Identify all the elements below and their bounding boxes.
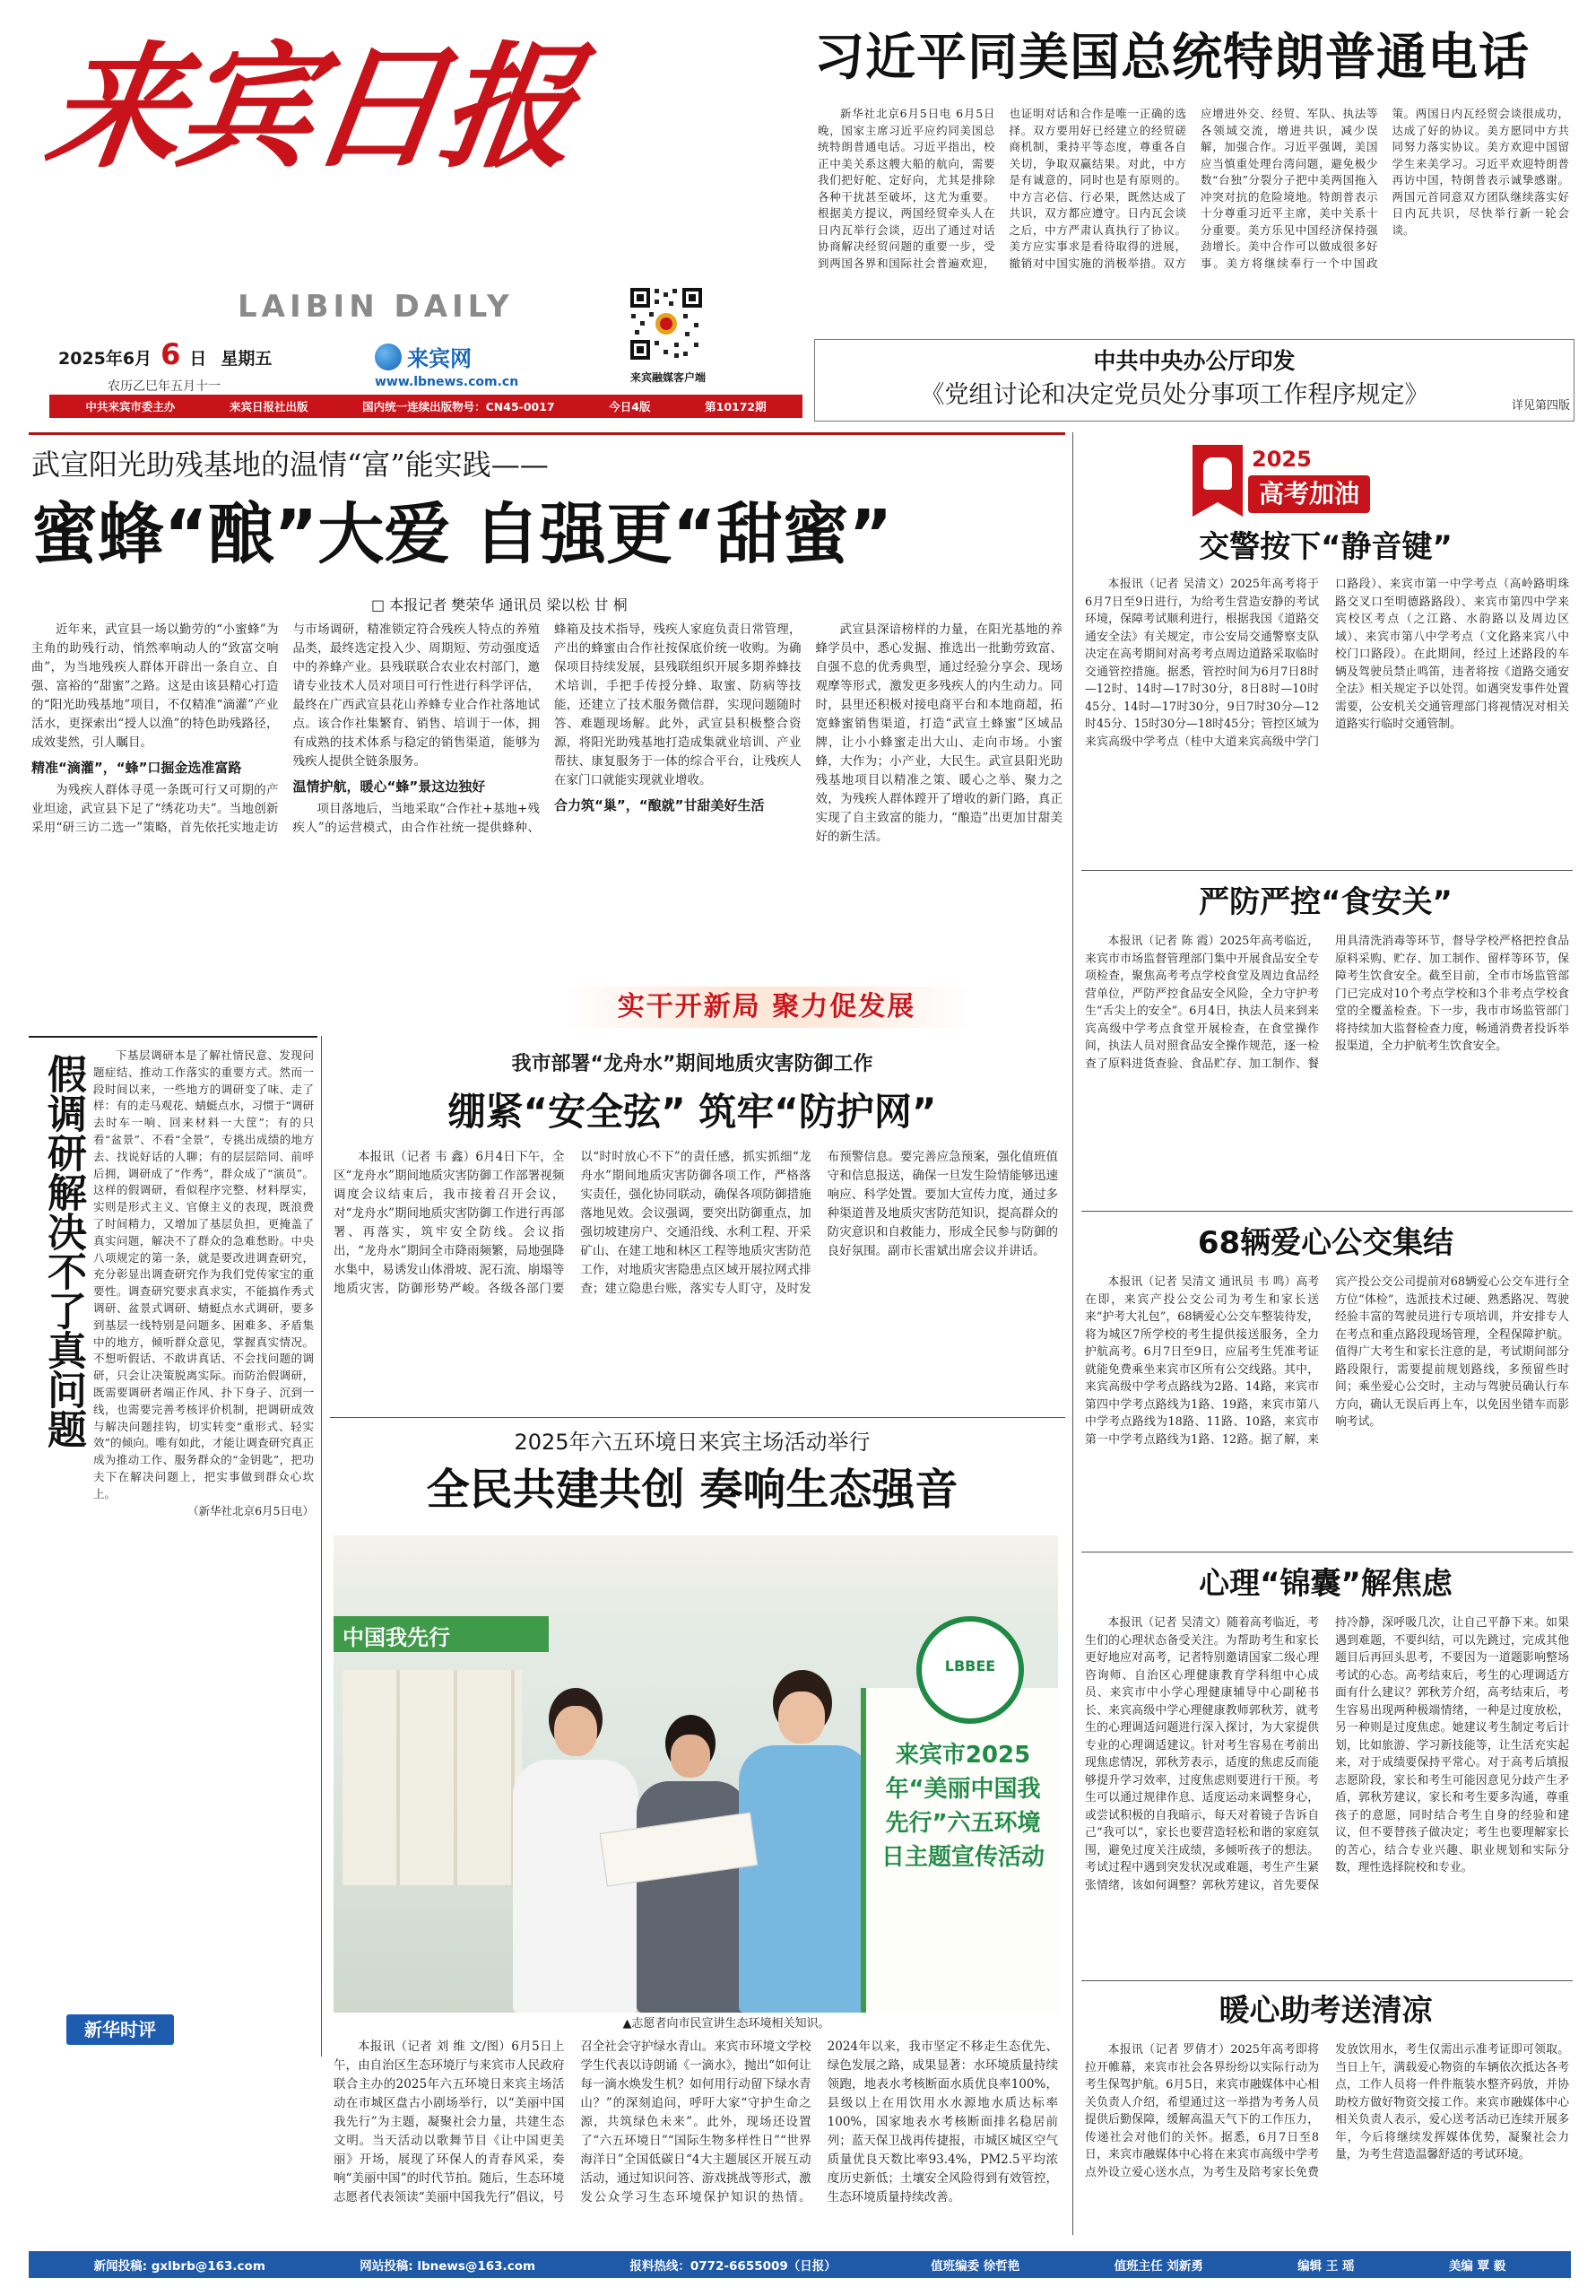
globe-icon <box>375 344 402 370</box>
info-issue: 第10172期 <box>705 400 767 413</box>
site-url[interactable]: www.lbnews.com.cn <box>375 375 519 389</box>
editorial-source: （新华社北京6月5日电） <box>187 1503 314 1518</box>
bus-body <box>1085 1274 1569 1543</box>
footer-news-email: 新闻投稿: gxlbrb@163.com <box>93 2259 265 2274</box>
dragon-body <box>334 1148 1058 1406</box>
footer-bar <box>29 2251 1571 2278</box>
photo-wall-art <box>343 1670 522 1885</box>
psych-rule <box>1081 1980 1573 1981</box>
masthead-date: 2025年6月 <box>58 349 152 369</box>
notice-line1: 中共中央办公厅印发 <box>1093 348 1296 374</box>
editorial-body <box>93 1048 314 2000</box>
editorial-top-rule <box>29 1036 317 1038</box>
fist-icon <box>1203 457 1232 490</box>
masthead-logo <box>38 27 585 188</box>
footer-duty-director: 值班主任 刘新勇 <box>1114 2259 1203 2274</box>
traffic-rule <box>1081 870 1573 871</box>
masthead-calligraphy: 来宾日报 <box>38 29 585 187</box>
psych-body <box>1085 1614 1569 1973</box>
right-column-divider <box>1072 432 1073 2235</box>
main-p2: 项目落地后，当地采取“合作社+基地+残疾人”的运营模式，由合作社统一提供蜂种、蜂箱及技术指导，残疾人家庭负责日常管理，产出的蜂蜜由合作社按保底价统一收购。为确保项目持续发展，县残联组织开展多期养蜂技术培训，手把手传授分蜂、取蜜、防病等技能，还建立了技术服务微信群，实现问题随时答、难题现场解。此外，武宣县积极整合资源，将阳光助残基地打造成集就业培训、产业帮扶、康复服务于一体的综合平台，让残疾人在家门口就能实现就业增收。 <box>292 622 802 835</box>
main-sub2: 温情护航，暖心“蜂”景这边独好 <box>292 778 486 795</box>
traffic-body <box>1085 576 1569 863</box>
bus-text: 本报讯（记者 吴清文 通讯员 韦 鸣）高考在即，来宾产投公交公司为考生和家长送来“护考大礼包”，68辆爱心公交车整装待发，将为城区7所学校的考生提供接送服务，全力护航高考。6月7日至9日，应届考生凭准考证就能免费乘坐来宾市区所有公交线路。其中，来宾高级中学考点路线为2路、14路，来宾市第四中学考点路线为1路、19路，来宾市第八中学考点路线为18路、11路、10路，来宾市第一中学考点路线为1路、12路。据了解，来宾产投公交公司提前对68辆爱心公交车进行全方位“体检”，选派技术过硬、熟悉路况、驾驶经验丰富的驾驶员进行专项培训，并安排专人在考点和重点路段现场管理，全程保障护航。值得广大考生和家长注意的是，考试期间部分路段限行，需要提前规划路线，多预留些时间；乘坐爱心公交时，主动与驾驶员确认行车方向，确认无误后再上车，以免因坐错车而影响考试。 <box>1085 1275 1569 1447</box>
main-kicker: 武宣阳光助残基地的温情“富”能实践—— <box>31 448 549 482</box>
photo-banner-text: 中国我先行 <box>343 1625 450 1650</box>
traffic-headline: 交警按下“静音键” <box>1199 529 1453 565</box>
dragon-headline: 绷紧“安全弦” 筑牢“防护网” <box>447 1090 937 1134</box>
footer-hotline: 报料热线：0772-6655009（日报） <box>629 2259 837 2274</box>
eco-headline: 全民共建共创 奏响生态强音 <box>426 1465 958 1515</box>
eco-body <box>334 2038 1058 2231</box>
lead-headline: 习近平同美国总统特朗普通电话 <box>814 29 1530 87</box>
editorial-text: 下基层调研本是了解社情民意、发现问题症结、推动工作落实的重要方式。然而一段时间以来，一些地方的调研变了味、走了样：有的走马观花、蜻蜓点水，习惯于“调研去时车一响、回来材料一大筐”；有的只看“盆景”、不看“全景”，专挑出成绩的地方去、找说好话的人聊；有的层层陪同、前呼后拥，调研成了“作秀”，群众成了“演员”。这样的假调研，看似程序完整、材料厚实，实则是形式主义、官僚主义的表现，既浪费了时间精力，又增加了基层负担，更掩盖了真实问题，解决不了群众的急难愁盼。中央八项规定的第一条，就是要改进调查研究，充分彰显出调查研究作为我们党传家宝的重要性。调查研究要求真求实，不能搞作秀式调研、盆景式调研、蜻蜓点水式调研，要多到基层一线特别是问题多、困难多、矛盾集中的地方，倾听群众意见，掌握真实情况。不想听假话、不敢讲真话、不会找问题的调研，只会让决策脱离实际。而防治假调研，既需要调研者端正作风、扑下身子、沉到一线，也需要完善考核评价机制，把调研成效与解决问题挂钩，切实转变“重形式、轻实效”的倾向。唯有如此，才能让调查研究真正成为推动工作、服务群众的“金钥匙”，把功夫下在解决问题上，把实事做到群众心坎上。 <box>93 1048 314 1500</box>
footer-editor: 编辑 王 瑶 <box>1297 2259 1355 2274</box>
info-sponsor: 中共来宾市委主办 <box>85 400 176 413</box>
traffic-text: 本报讯（记者 吴清文）2025年高考将于6月7日至9日进行，为给考生营造安静的考试环境，保障考试顺利进行，根据我国《道路交通安全法》有关规定，市公安局交通警察支队决定在高考期间对高考考点周边道路采取临时交通管控措施。据悉，管控时间为6月7日8时—12时、14时—17时30分，8日8时—10时45分、14时—17时30分，9日7时30分—12时45分、15时30分—18时45分；管控区域为来宾高级中学考点（桂中大道来宾高级中学门口路段）、来宾市第一中学考点（高岭路明珠路交叉口至明德路路段）、来宾市第四中学来宾校区考点（之江路、水韵路以及周边区域）、来宾市第八中学考点（文化路来宾八中校门口路段）。在此期间，经过上述路段的车辆及驾驶员禁止鸣笛，违者将按《道路交通安全法》相关规定予以处罚。如遇突发事件处置需要，公安机关交通管理部门将视情况对相关道路实行临时交通管制。 <box>1085 578 1569 749</box>
qr-code <box>628 285 705 366</box>
eco-caption: ▲志愿者向市民宣讲生态环境相关知识。 <box>622 2017 830 2031</box>
notice-ref: 详见第四版 <box>1512 399 1571 413</box>
lead-body-text: 新华社北京6月5日电 6月5日晚，国家主席习近平应约同美国总统特朗普通电话。习近平指出，校正中美关系这艘大船的航向，需要我们把好舵、定好向，尤其是排除各种干扰甚至破坏，这尤为重要。根据美方提议，两国经贸牵头人在日内瓦举行会谈，迈出了通过对话协商解决经贸问题的重要一步，受到两国各界和国际社会普遍欢迎，也证明对话和合作是唯一正确的选择。双方要用好已经建立的经贸磋商机制，秉持平等态度，尊重各自关切，争取双赢结果。对此，中方是有诚意的，同时也是有原则的。中方言必信、行必果，既然达成了共识，双方都应遵守。日内瓦会谈之后，中方严肃认真执行了协议。美方应实事求是看待取得的进展，撤销对中国实施的消极举措。双方应增进外交、经贸、军队、执法等各领域交流，增进共识，减少误解，加强合作。习近平强调，美国应当慎重处理台湾问题，避免极少数“台独”分裂分子把中美两国拖入冲突对抗的危险境地。特朗普表示十分尊重习近平主席，美中关系十分重要。美方乐见中国经济保持强劲增长。美中合作可以做成很多好事。美方将继续奉行一个中国政策。两国日内瓦经贸会谈很成功，达成了好的协议。美方愿同中方共同努力落实协议。美方欢迎中国留学生来美学习。习近平欢迎特朗普再访中国，特朗普表示诚挚感谢。两国元首同意双方团队继续落实好日内瓦共识，尽快举行新一轮会谈。 <box>818 107 1569 270</box>
photo-logo-text: LBBEE <box>944 1657 996 1674</box>
qr-caption: 来宾融媒客户端 <box>629 371 706 384</box>
info-publisher: 来宾日报社出版 <box>229 400 308 413</box>
masthead-lunar: 农历乙巳年五月十一 <box>108 379 221 394</box>
editorial-tag: 新华时评 <box>66 2014 174 2045</box>
banner-slogan: 实干开新局 聚力促发展 <box>617 991 916 1022</box>
main-byline: □ 本报记者 樊荣华 通讯员 梁以松 甘 桐 <box>371 596 628 613</box>
warm-body <box>1085 2041 1569 2231</box>
main-top-rule <box>29 432 1065 435</box>
eco-text: 本报讯（记者 刘 维 文/图）6月5日上午，由自治区生态环境厅与来宾市人民政府联合主办的2025年六五环境日来宾主场活动在市城区盘古小剧场举行，以“美丽中国我先行”为主题，凝聚社会力量，共建生态文明。当天活动以歌舞节目《让中国更美丽》开场，展现了环保人的青春风采，奏响“美丽中国”的时代节拍。随后，生态环境志愿者代表领读“美丽中国我先行”倡议，号召全社会守护绿水青山。来宾市环境文学校学生代表以诗朗诵《一滴水》，抛出“如何让每一滴水焕发生机？如何用行动留下绿水青山？”的深刻追问，呼吁大家“守护生命之源，共筑绿色未来”。此外，现场还设置了“六五环境日”“国际生物多样性日”“世界海洋日”全国低碳日“4大主题展区开展互动活动，通过知识问答、游戏挑战等形式，激发公众学习生态环境保护知识的热情。2024年以来，我市坚定不移走生态优先、绿色发展之路，成果显著：水环境质量持续领跑，地表水考核断面水质优良率100%，县级以上在用饮用水水源地水质达标率100%，国家地表水考核断面排名稳居前列；蓝天保卫战再传捷报，市城区城区空气质量优良天数比率93.4%，PM2.5平均浓度历史新低；土壤安全风险得到有效管控，生态环境质量持续改善。 <box>334 2039 1058 2205</box>
main-p3: 武宣县深谙榜样的力量，在阳光基地的养蜂学员中，悉心发掘、推选出一批勤劳致富、自强不息的优秀典型，通过经验分享会、现场观摩等形式，激发更多残疾人的内生动力。同时，县里还积极对接电商平台和本地商超，拓宽蜂蜜销售渠道，打造“武宣土蜂蜜”区域品牌，让小小蜂蜜走出大山、走向市场。小蜜蜂，大作为；小产业，大民生。武宣县阳光助残基地项目以精准之策、暖心之举、聚力之效，为残疾人群体蹚开了增收的新门路，真正实现了自主致富的能力，“酿造”出更加甘甜美好的新生活。 <box>815 622 1063 844</box>
warm-text: 本报讯（记者 罗倩才）2025年高考即将拉开帷幕，来宾市社会各界纷纷以实际行动为考生保驾护航。6月5日，来宾市融媒体中心相关负责人介绍，希望通过这一举措为考务人员提供后勤保障，缓解高温天气下的工作压力，传递社会对他们的关怀。据悉，6月7日至8日，来宾市融媒体中心将在来宾市高级中学考点外设立爱心送水点，为考生及陪考家长免费发放饮用水，考生仅需出示准考证即可领取。当日上午，满载爱心物资的车辆依次抵达各考点，工作人员将一件件瓶装水整齐码放，并协助校方做好物资交接工作。来宾市融媒体中心相关负责人表示，爱心送考活动已连续开展多年，今后将继续发挥媒体优势，凝聚社会力量，为考生营造温馨舒适的考试环境。 <box>1085 2043 1569 2179</box>
main-p1: 为残疾人群体寻觅一条既可行又可期的产业坦途，武宣县下足了“绣花功夫”。当地创新采用“研三访二选一”策略，首先依托实地走访与市场调研，精准锁定符合残疾人特点的养殖品类，最终选定投入少、周期短、劳动强度适中的养蜂产业。县残联联合农业农村部门，邀请专业技术人员对项目可行性进行科学评估，最终在广西武宣县花山养蜂专业合作社落地试点。该合作社集繁育、销售、培训于一体，拥有成熟的技术体系与稳定的销售渠道，能够为残疾人提供全链条服务。 <box>31 622 540 835</box>
footer-duty-editor: 值班编委 徐哲艳 <box>931 2259 1020 2274</box>
main-sub3: 合力筑“巢”，“酿就”甘甜美好生活 <box>554 797 765 813</box>
info-cn-number: 国内统一连续出版物号：CN45-0017 <box>362 400 555 413</box>
warm-headline: 暖心助考送清凉 <box>1219 1993 1433 2029</box>
dragon-text: 本报讯（记者 韦 鑫）6月4日下午，全区“龙舟水”期间地质灾害防御工作部署视频调度会议结束后，我市接着召开会议，对“龙舟水”期间地质灾害防御工作进行再部署、再落实，筑牢安全防线。会议指出，“龙舟水”期间全市降雨频繁，局地强降水集中，易诱发山体滑坡、泥石流、崩塌等地质灾害，防御形势严峻。各级各部门要以“时时放心不下”的责任感，抓实抓细“龙舟水”期间地质灾害防御各项工作，严格落实责任，强化协同联动，确保各项防御措施落地见效。会议强调，要突出防御重点，加强切坡建房户、交通沿线、水利工程、开采矿山、在建工地和林区工程等地质灾害防范工作，对地质灾害隐患点区域开展拉网式排查；建立隐患台账，落实专人盯守，及时发布预警信息。要完善应急预案，强化值班值守和信息报送，确保一旦发生险情能够迅速响应、科学处置。要加大宣传力度，通过多种渠道普及地质灾害防范知识，提高群众的防灾意识和自救能力，形成全民参与防御的良好氛围。副市长雷斌出席会议并讲话。 <box>334 1150 1058 1296</box>
dragon-bottom-rule <box>330 1417 1065 1418</box>
lead-body <box>818 106 1569 334</box>
masthead-weekday: 星期五 <box>221 349 273 369</box>
food-headline: 严防严控“食安关” <box>1199 884 1453 920</box>
main-intro: 近年来，武宣县一场以勤劳的“小蜜蜂”为主角的助残行动，悄然率响动人的“致富交响曲”，为当地残疾人群体开辟出一条自立、自强、富裕的“甜蜜”之路。这是由该县精心打造的“阳光助残基地”项目，不仅精准“滴灌”产业活水，更探索出“授人以渔”的特色助残路径，成效斐然，引人瞩目。 <box>31 622 279 750</box>
food-rule <box>1081 1211 1573 1212</box>
main-body <box>31 621 1063 983</box>
masthead-english: LAIBIN DAILY <box>238 289 514 325</box>
site-name: 来宾网 <box>407 346 472 371</box>
masthead-day: 6 <box>160 337 181 371</box>
editorial-title: 假调研解决不了真问题 <box>40 1054 86 1448</box>
food-body <box>1085 933 1569 1202</box>
eco-photo <box>334 1535 1058 2013</box>
psych-headline: 心理“锦囊”解焦虑 <box>1199 1566 1453 1602</box>
eco-kicker: 2025年六五环境日来宾主场活动举行 <box>514 1430 871 1455</box>
footer-designer: 美编 覃 毅 <box>1448 2259 1506 2274</box>
main-headline: 蜜蜂“酿”大爱 自强更“甜蜜” <box>31 496 893 573</box>
photo-board-text: 来宾市2025年“美丽中国我先行”六五环境日主题宣传活动 <box>880 1742 1045 1871</box>
masthead-info-bar <box>49 395 802 418</box>
gaokao-badge <box>1193 445 1479 520</box>
info-pages: 今日4版 <box>609 400 651 413</box>
masthead-date-line <box>58 337 272 370</box>
masthead-day-suffix: 日 <box>189 349 207 369</box>
dragon-kicker: 我市部署“龙舟水”期间地质灾害防御工作 <box>511 1053 873 1075</box>
psych-text: 本报讯（记者 吴清文）随着高考临近，考生们的心理状态备受关注。为帮助考生和家长更好地应对高考，记者特别邀请国家二级心理咨询师、自治区心理健康教育学科组中心成员、来宾市中小学心理健康辅导中心副秘书长、来宾高级中学心理健康教师郭秋芳，就考生的心理调适问题进行深入探讨，为大家提供专业的心理调适建议。针对考生容易在考前出现焦虑情况，郭秋芳表示，适度的焦虑反而能够提升学习效率，过度焦虑则要进行干预。考生可以通过规律作息、适度运动来调整身心，或尝试积极的自我暗示，每天对着镜子告诉自己“我可以”，家长也要营造轻松和谐的家庭氛围，避免过度关注成绩，多倾听孩子的想法。考试过程中遇到突发状况或难题，考生产生紧张情绪，该如何调整？郭秋芳建议，首先要保持冷静，深呼吸几次，让自己平静下来。如果遇到难题，不要纠结，可以先跳过，完成其他题目后再回头思考，不要因为一道题影响整场考试的心态。高考结束后，考生的心理调适方面有什么建议？郭秋芳介绍，高考结束后，考生容易出现两种极端情绪，一种是过度放松，另一种则是过度焦虑。她建议考生制定考后计划，比如旅游、学习新技能等，让生活充实起来，对于成绩要保持平常心。对于高考后填报志愿阶段，家长和考生可能因意见分歧产生矛盾，郭秋芳建议，家长和考生要多沟通，尊重孩子的意愿，同时结合考生自身的经验和建议，但不要替孩子做决定；考生也要理解家长的苦心，结合专业兴趣、职业规划和实际分数，理性选择院校和专业。 <box>1085 1616 1569 1892</box>
footer-web-email: 网站投稿: lbnews@163.com <box>360 2259 536 2274</box>
photo-ceiling <box>334 1535 1058 1616</box>
bus-headline: 68辆爱心公交集结 <box>1197 1225 1454 1261</box>
gaokao-title: 高考加油 <box>1248 475 1370 513</box>
food-text: 本报讯（记者 陈 霞）2025年高考临近，来宾市市场监督管理部门集中开展食品安全专项检查，聚焦高考考点学校食堂及周边食品经营单位，严防严控食品安全风险，全力守护考生“舌尖上的安全”。6月4日，执法人员来到来宾高级中学考点食堂开展检查，在食堂操作间，执法人员对照食品安全操作规范，逐一检查了原料进货查验、食品贮存、加工制作、餐用具清洗消毒等环节，督导学校严格把控食品原料采购、贮存、加工制作、留样等环节，保障考生饮食安全。截至目前，全市市场监管部门已完成对10个考点学校和3个非考点学校食堂的全覆盖检查。下一步，我市市场监管部门将持续加大监督检查力度，畅通消费者投诉举报渠道，全力护航考生饮食安全。 <box>1085 935 1569 1071</box>
site-logo <box>375 341 472 372</box>
main-sub1: 精准“滴灌”，“蜂”口掘金选准富路 <box>31 760 242 776</box>
notice-line2: 《党组讨论和决定党员处分事项工作程序规定》 <box>920 381 1429 409</box>
editorial-divider <box>321 1036 322 2057</box>
gaokao-year: 2025 <box>1252 447 1312 472</box>
